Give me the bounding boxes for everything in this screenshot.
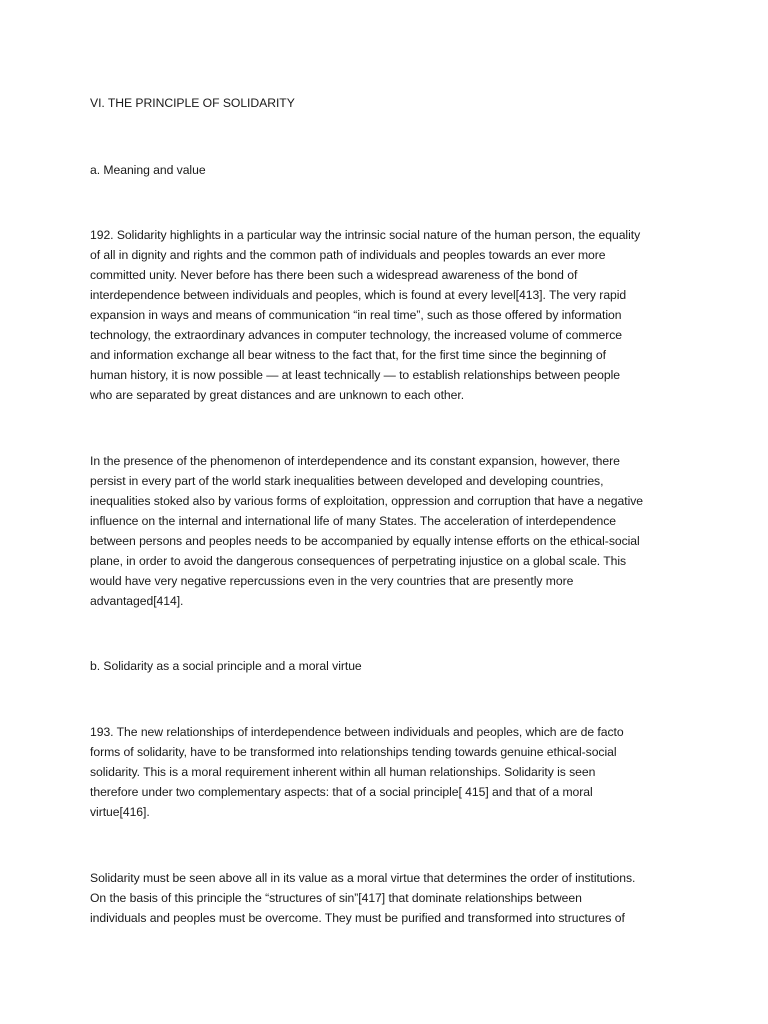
paragraph-moral-virtue bbox=[90, 868, 690, 928]
paragraph-line: would have very negative repercussions even in the very countries that are presently more bbox=[90, 574, 574, 588]
paragraph-line: of all in dignity and rights and the common path of individuals and peoples towards an ever more bbox=[90, 248, 606, 262]
paragraph-line: forms of solidarity, have to be transformed into relationships tending towards genuine ethical-social bbox=[90, 745, 617, 759]
paragraph-line: therefore under two complementary aspects: that of a social principle[ 415] and that of a moral bbox=[90, 785, 593, 799]
paragraph-line: advantaged[414]. bbox=[90, 594, 184, 608]
paragraph-line: persist in every part of the world stark inequalities between developed and developing countries, bbox=[90, 474, 604, 488]
subsection-heading-a bbox=[90, 160, 690, 180]
paragraph-line: influence on the internal and international life of many States. The acceleration of interdependence bbox=[90, 514, 616, 528]
subsection-heading-a-text: a. Meaning and value bbox=[90, 163, 206, 177]
paragraph-line: who are separated by great distances and are unknown to each other. bbox=[90, 388, 465, 402]
paragraph-193 bbox=[90, 722, 690, 822]
paragraph-192 bbox=[90, 225, 690, 405]
paragraph-line: 192. Solidarity highlights in a particular way the intrinsic social nature of the human person, the equality bbox=[90, 228, 641, 242]
subsection-heading-b-text: b. Solidarity as a social principle and a moral virtue bbox=[90, 659, 362, 673]
subsection-heading-b bbox=[90, 656, 690, 676]
paragraph-line: and information exchange all bear witness to the fact that, for the first time since the beginning of bbox=[90, 348, 606, 362]
paragraph-line: solidarity. This is a moral requirement inherent within all human relationships. Solidarity is seen bbox=[90, 765, 596, 779]
paragraph-line: virtue[416]. bbox=[90, 805, 150, 819]
paragraph-line: inequalities stoked also by various forms of exploitation, oppression and corruption that have a negative bbox=[90, 494, 644, 508]
paragraph-interdependence bbox=[90, 451, 690, 611]
paragraph-line: 193. The new relationships of interdependence between individuals and peoples, which are de facto bbox=[90, 725, 624, 739]
paragraph-line: technology, the extraordinary advances in computer technology, the increased volume of commerce bbox=[90, 328, 623, 342]
paragraph-line: expansion in ways and means of communication “in real time”, such as those offered by information bbox=[90, 308, 622, 322]
section-title bbox=[90, 93, 690, 113]
paragraph-line: Solidarity must be seen above all in its value as a moral virtue that determines the order of institutions. bbox=[90, 871, 636, 885]
paragraph-line: committed unity. Never before has there been such a widespread awareness of the bond of bbox=[90, 268, 578, 282]
paragraph-line: individuals and peoples must be overcome. They must be purified and transformed into structures of bbox=[90, 911, 625, 925]
paragraph-line: human history, it is now possible — at least technically — to establish relationships between people bbox=[90, 368, 620, 382]
paragraph-line: between persons and peoples needs to be accompanied by equally intense efforts on the ethical-social bbox=[90, 534, 640, 548]
paragraph-line: On the basis of this principle the “structures of sin”[417] that dominate relationships between bbox=[90, 891, 582, 905]
section-title-text: VI. THE PRINCIPLE OF SOLIDARITY bbox=[90, 96, 295, 110]
paragraph-line: plane, in order to avoid the dangerous consequences of perpetrating injustice on a global scale. This bbox=[90, 554, 627, 568]
paragraph-line: In the presence of the phenomenon of interdependence and its constant expansion, however, there bbox=[90, 454, 620, 468]
paragraph-line: interdependence between individuals and peoples, which is found at every level[413]. The very rapid bbox=[90, 288, 627, 302]
